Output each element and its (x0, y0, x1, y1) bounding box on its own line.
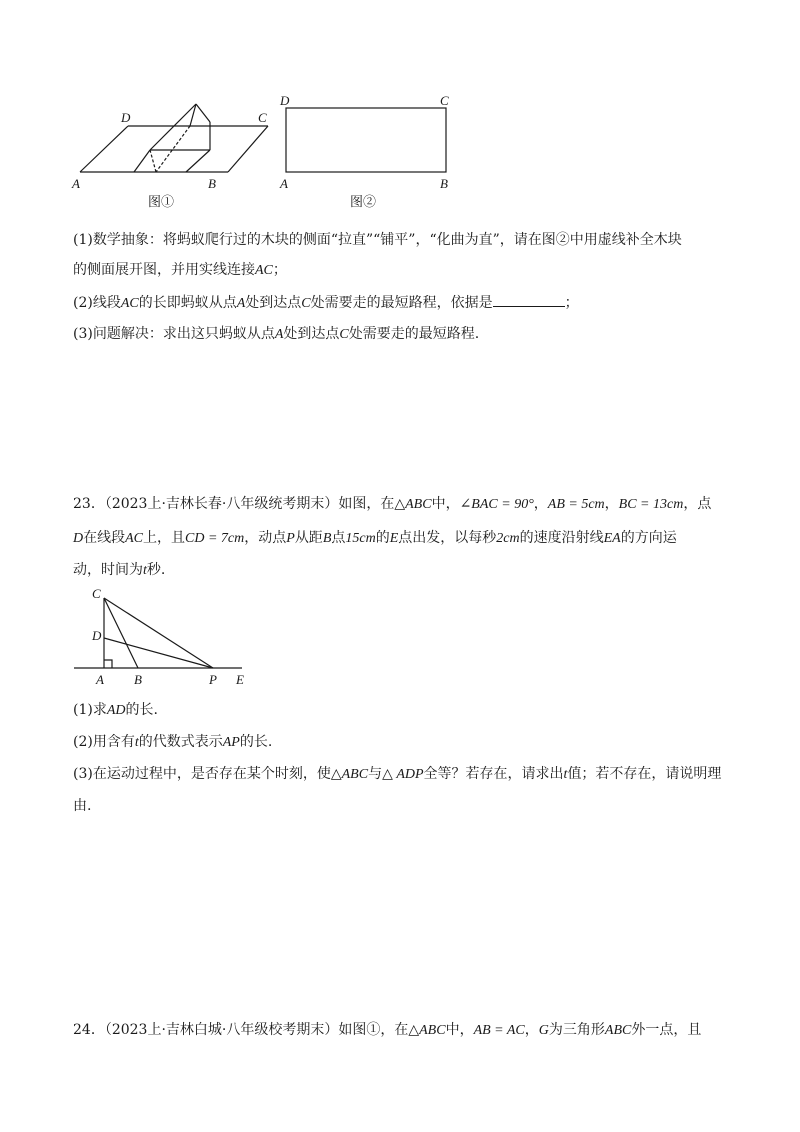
q22-p2-text-c: 处到达点 (245, 295, 302, 311)
q22-p2-var-ac: AC (120, 296, 139, 311)
q22-p1-var-ac: AC (255, 263, 273, 278)
q23-l1-c: ， (533, 496, 548, 512)
q23-p3-c: 全等？若存在，请求出 (423, 766, 564, 782)
q23-p2-c: 的长. (239, 734, 273, 750)
q23-fig-label-E: E (236, 672, 244, 687)
fig1-label-A: A (72, 176, 80, 191)
q23-p3-a: (3)在运动过程中，是否存在某个时刻，使 (73, 766, 331, 782)
q23-l1-angle: ∠BAC = 90° (459, 497, 534, 512)
q23-p2-b: 的代数式表示 (138, 734, 223, 750)
q22-p3-var-c: C (339, 327, 349, 342)
q23-number: 23． (73, 496, 105, 512)
fig2-label-B: B (440, 176, 448, 191)
q23-l2-E: E (389, 531, 399, 546)
q23-part3-line1 (73, 764, 733, 785)
q23-l2-P: P (286, 531, 295, 546)
q23-l2-h: 的速度沿射线 (519, 530, 604, 546)
q23-l2-B: B (322, 531, 332, 546)
q24-l1-G: G (538, 1023, 549, 1038)
q23-l2-EA: EA (603, 531, 621, 546)
fig1-caption: 图① (148, 195, 175, 210)
q23-l1-d: ， (604, 496, 619, 512)
q23-fig-label-B: B (134, 672, 142, 687)
q23-l2-15: 15cm (345, 531, 376, 546)
fig2-label-A: A (280, 176, 288, 191)
q22-p2-end: ； (564, 295, 579, 311)
q23-fig-label-C: C (92, 586, 101, 601)
q23-l2-2cm: 2cm (496, 531, 520, 546)
q22-p3-var-a: A (274, 327, 284, 342)
q24-l1-e: 外一点，且 (631, 1022, 702, 1038)
q24-l1-abc: ABC (604, 1023, 632, 1038)
fig1-label-C: C (258, 110, 267, 125)
q23-p2-var1: t (134, 735, 139, 750)
q23-l2-a: 在线段 (83, 530, 126, 546)
q23-l1-a: 如图，在 (338, 496, 395, 512)
q23-l1-b: 中， (431, 496, 460, 512)
q24-l1-a: 如图①，在 (338, 1022, 409, 1038)
q23-p3-b: 与 (368, 766, 383, 782)
q23-p1-b: 的长. (125, 702, 158, 718)
q24-l1-c: ， (524, 1022, 539, 1038)
q23-fig-label-P: P (209, 672, 217, 687)
q23-p2-var2: AP (222, 735, 240, 750)
q23-part3-line2 (73, 796, 733, 816)
q22-p3-text-a: (3)问题解决：求出这只蚂蚁从点 (73, 326, 275, 342)
q22-p2-var-c: C (301, 296, 311, 311)
q23-l2-b: 上，且 (143, 530, 186, 546)
q23-l3-b: 秒. (146, 562, 166, 578)
q23-l2-c: ，动点 (244, 530, 287, 546)
q22-p3-text-b: 处到达点 (283, 326, 340, 342)
q23-l2-D: D (73, 531, 84, 546)
q24-l1-d: 为三角形 (548, 1022, 605, 1038)
q23-fig-label-D: D (92, 628, 102, 643)
q23-p3-t: t (563, 767, 568, 782)
q23-p2-a: (2)用含有 (73, 734, 135, 750)
q24-source: （2023上·吉林白城·八年级校考期末） (104, 1022, 339, 1038)
q23-p3-tri2: △ ADP (382, 767, 424, 782)
q22-p2-var-a: A (236, 296, 246, 311)
q23-l1-ab: AB = 5cm (547, 497, 605, 512)
q23-l2-cd: CD = 7cm (185, 531, 245, 546)
q23-l1-bc: BC = 13cm (618, 497, 684, 512)
q23-part1 (73, 700, 733, 721)
fig2-label-D: D (280, 93, 290, 108)
q23-l2-AC: AC (125, 531, 144, 546)
fig1-label-B: B (208, 176, 216, 191)
q22-p2-text-b: 的长即蚂蚁从点 (138, 295, 237, 311)
q23-part2 (73, 732, 733, 753)
q22-p2-text-a: (2)线段 (73, 295, 121, 311)
q22-p1-text-b: 的侧面展开图，并用实线连接 (73, 262, 255, 278)
q23-p1-a: (1)求 (73, 702, 107, 718)
q23-l3-t: t (143, 563, 147, 578)
q22-p2-text-d: 处需要走的最短路程，依据是 (310, 295, 493, 311)
q23-source: （2023上·吉林长春·八年级统考期末） (104, 496, 339, 512)
q22-p1-end: ； (272, 262, 287, 278)
q24-number: 24． (73, 1022, 105, 1038)
q23-p3-d: 值；若不存在，请说明理 (567, 766, 722, 782)
q23-l2-f: 的 (375, 530, 390, 546)
fig2-label-C: C (440, 93, 449, 108)
q23-l2-e: 点 (331, 530, 346, 546)
fig1-label-D: D (121, 110, 131, 125)
q23-l1-e: ，点 (683, 496, 712, 512)
q23-l1-tri: △ABC (394, 497, 432, 512)
q23-p3-e: 由. (73, 798, 92, 814)
q23-l2-d: 从距 (294, 530, 323, 546)
q24-l1-tri: △ABC (408, 1023, 446, 1038)
fig2-caption: 图② (350, 195, 377, 210)
q23-p1-var: AD (106, 703, 126, 718)
q23-l2-i: 的方向运 (620, 530, 677, 546)
q23-l3-a: 动，时间为 (73, 562, 143, 578)
q23-fig-label-A: A (96, 672, 104, 687)
q23-p3-tri1: △ABC (330, 767, 369, 782)
q24-l1-eq: AB = AC (473, 1023, 525, 1038)
q24-l1-b: 中， (445, 1022, 474, 1038)
q23-l2-g: 点出发，以每秒 (398, 530, 497, 546)
q22-p1-text-a: (1)数学抽象：将蚂蚁爬行过的木块的侧面“拉直”“铺平”，“化曲为直”，请在图②中用虚线补全木块 (73, 232, 682, 248)
q24-line1 (73, 1020, 733, 1041)
q22-p3-text-c: 处需要走的最短路程. (348, 326, 480, 342)
